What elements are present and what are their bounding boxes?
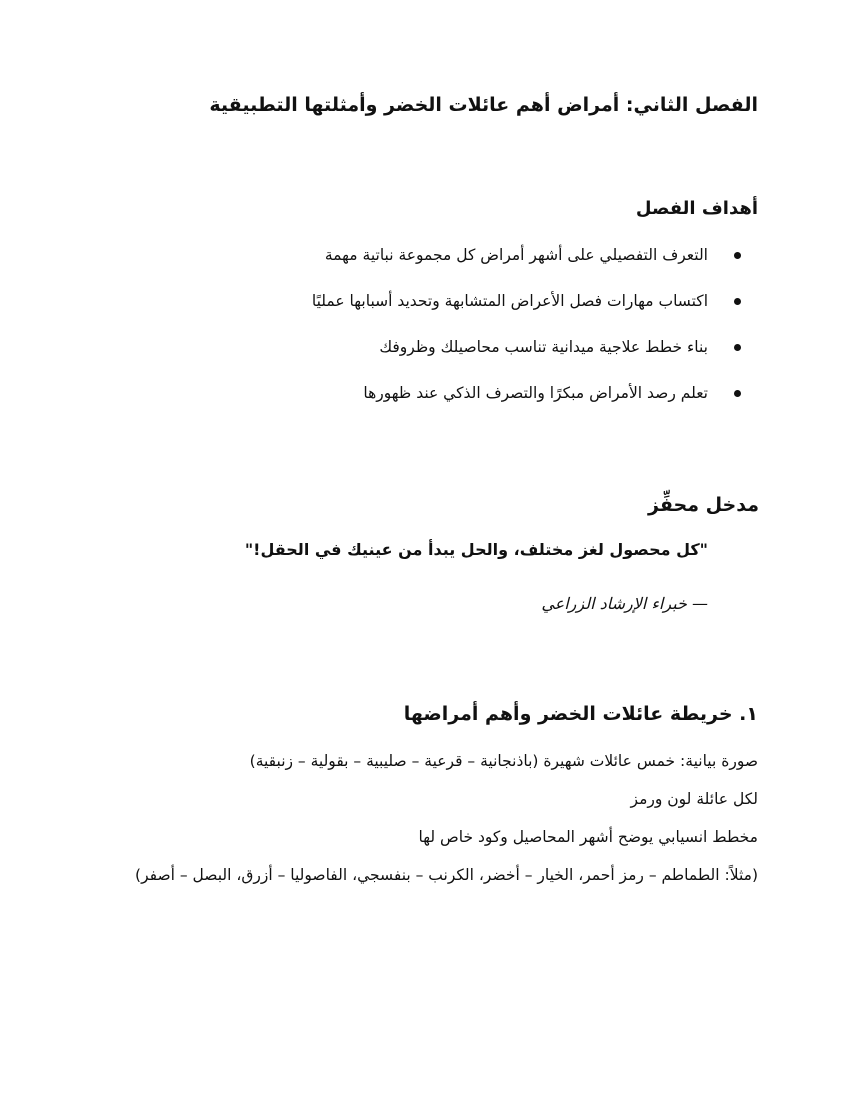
bullet-icon <box>734 252 741 259</box>
objective-text: اكتساب مهارات فصل الأعراض المتشابهة وتحديد أسبابها عمليًا <box>311 292 708 310</box>
objective-text: التعرف التفصيلي على أشهر أمراض كل مجموعة نباتية مهمة <box>324 246 708 264</box>
objective-item <box>312 381 758 427</box>
objective-item <box>312 243 758 289</box>
body-line: (مثلاً: الطماطم – رمز أحمر، الخيار – أخضر، الكرنب – بنفسجي، الفاصوليا – أزرق، البصل – أصفر) <box>135 866 758 884</box>
body-line: مخطط انسيابي يوضح أشهر المحاصيل وكود خاص لها <box>418 828 758 846</box>
bullet-icon <box>734 344 741 351</box>
objective-item <box>312 335 758 381</box>
section-body <box>90 748 758 906</box>
body-line: لكل عائلة لون ورمز <box>630 790 758 808</box>
section-heading: ١. خريطة عائلات الخضر وأهم أمراضها <box>403 703 758 725</box>
chapter-title: الفصل الثاني: أمراض أهم عائلات الخضر وأمثلتها التطبيقية <box>209 94 758 116</box>
body-line: صورة بيانية: خمس عائلات شهيرة (باذنجانية – قرعية – صليبية – بقولية – زنبقية) <box>249 752 758 770</box>
objectives-list <box>312 243 758 427</box>
motivational-quote: "كل محصول لغز مختلف، والحل يبدأ من عينيك في الحقل!" <box>244 540 708 559</box>
intro-heading: مدخل محفِّز <box>648 494 759 516</box>
bullet-icon <box>734 390 741 397</box>
bullet-icon <box>734 298 741 305</box>
objective-item <box>312 289 758 335</box>
quote-attribution: — خبراء الإرشاد الزراعي <box>541 594 708 613</box>
objective-text: تعلم رصد الأمراض مبكرًا والتصرف الذكي عند ظهورها <box>363 384 708 402</box>
objective-text: بناء خطط علاجية ميدانية تناسب محاصيلك وظروفك <box>379 338 708 356</box>
objectives-heading: أهداف الفصل <box>635 198 758 219</box>
